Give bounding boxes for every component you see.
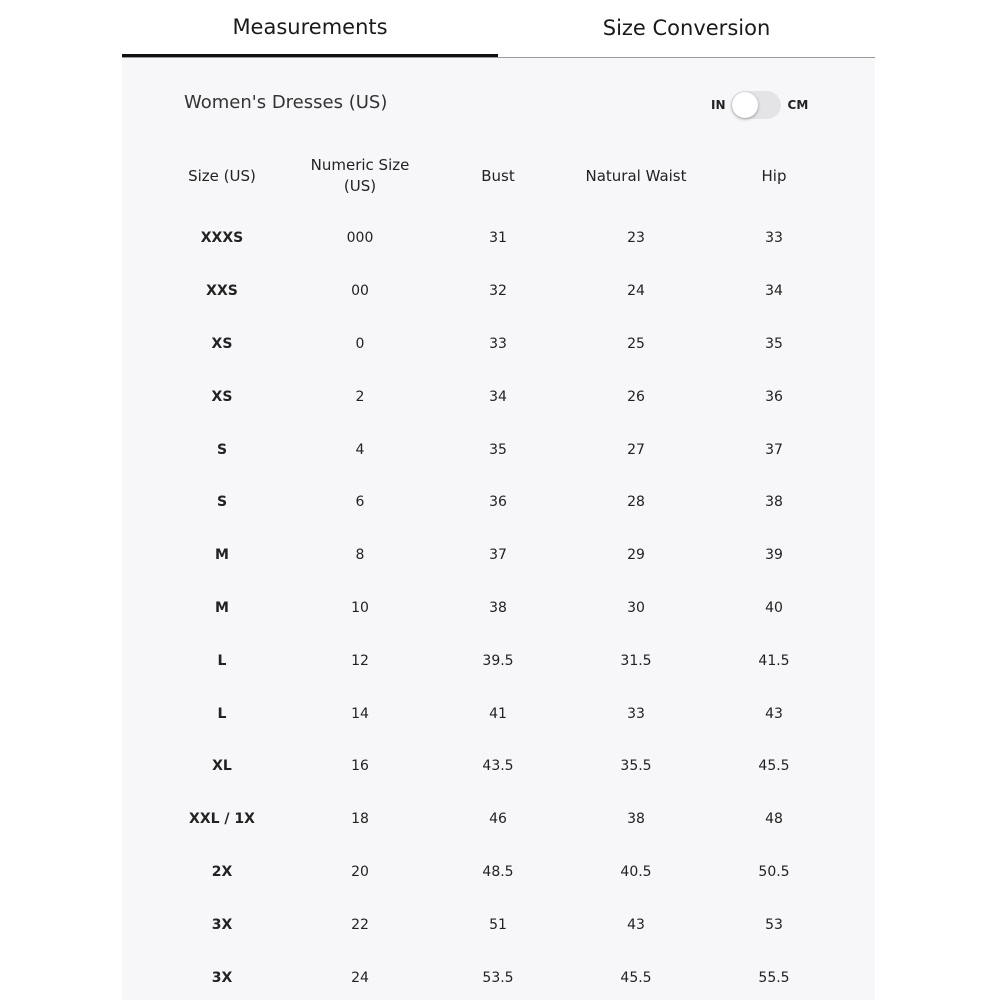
cell-natural-waist: 23	[627, 230, 645, 247]
cell-size: 3X	[211, 916, 233, 933]
cell-hip: 40	[765, 599, 783, 616]
cell-numeric-size: 4	[355, 441, 365, 458]
cell-natural-waist: 35.5	[620, 758, 652, 775]
cell-bust: 35	[489, 441, 507, 458]
cell-natural-waist: 38	[627, 811, 645, 828]
cell-size: 3X	[211, 969, 233, 986]
cell-hip: 37	[765, 441, 783, 458]
table-row	[122, 740, 875, 793]
cell-size: S	[216, 494, 228, 511]
cell-hip: 48	[765, 811, 783, 828]
table-row	[122, 951, 875, 1000]
cell-numeric-size: 00	[351, 283, 369, 300]
cell-hip: 55.5	[758, 969, 790, 986]
cell-bust: 53.5	[482, 969, 514, 986]
cell-natural-waist: 30	[627, 599, 645, 616]
table-row	[122, 212, 875, 265]
unit-label-in: IN	[711, 98, 726, 112]
tab-measurements[interactable]: Measurements	[122, 0, 498, 57]
unit-toggle	[711, 89, 808, 121]
cell-size: M	[215, 599, 229, 616]
measurements-panel	[122, 58, 875, 1000]
cell-size: XXS	[206, 283, 238, 300]
header-bust: Bust	[481, 166, 515, 185]
cell-natural-waist: 27	[627, 441, 645, 458]
cell-hip: 38	[765, 494, 783, 511]
panel-title: Women's Dresses (US)	[184, 92, 388, 113]
table-row	[122, 370, 875, 423]
cell-hip: 45.5	[758, 758, 790, 775]
cell-bust: 43.5	[482, 758, 514, 775]
cell-bust: 41	[489, 705, 507, 722]
cell-size: L	[217, 652, 227, 669]
cell-natural-waist: 43	[627, 916, 645, 933]
cell-hip: 35	[765, 335, 783, 352]
cell-numeric-size: 12	[351, 652, 369, 669]
cell-bust: 37	[489, 547, 507, 564]
cell-bust: 46	[489, 811, 507, 828]
cell-bust: 34	[489, 388, 507, 405]
cell-natural-waist: 24	[627, 283, 645, 300]
cell-natural-waist: 45.5	[620, 969, 652, 986]
cell-natural-waist: 25	[627, 335, 645, 352]
cell-bust: 51	[489, 916, 507, 933]
cell-numeric-size: 14	[351, 705, 369, 722]
cell-numeric-size: 8	[355, 547, 365, 564]
cell-size: M	[215, 547, 229, 564]
cell-hip: 39	[765, 547, 783, 564]
cell-bust: 48.5	[482, 863, 514, 880]
cell-hip: 33	[765, 230, 783, 247]
cell-hip: 41.5	[758, 652, 790, 669]
cell-size: XS	[211, 335, 233, 352]
table-row	[122, 634, 875, 687]
header-numeric-size: Numeric Size (US)	[310, 156, 410, 195]
table-row	[122, 582, 875, 635]
cell-hip: 50.5	[758, 863, 790, 880]
cell-size: XXXS	[200, 230, 244, 247]
cell-numeric-size: 0	[355, 335, 365, 352]
cell-hip: 53	[765, 916, 783, 933]
table-row	[122, 793, 875, 846]
cell-size: S	[216, 441, 228, 458]
table-row	[122, 687, 875, 740]
tab-size-conversion[interactable]: Size Conversion	[602, 16, 771, 40]
table-row	[122, 529, 875, 582]
cell-natural-waist: 33	[627, 705, 645, 722]
cell-numeric-size: 20	[351, 863, 369, 880]
cell-bust: 39.5	[482, 652, 514, 669]
cell-numeric-size: 22	[351, 916, 369, 933]
cell-bust: 36	[489, 494, 507, 511]
cell-size: L	[217, 705, 227, 722]
cell-numeric-size: 18	[351, 811, 369, 828]
unit-label-cm: CM	[787, 98, 809, 112]
size-table-body	[122, 212, 875, 1000]
cell-numeric-size: 10	[351, 599, 369, 616]
cell-numeric-size: 6	[355, 494, 365, 511]
cell-numeric-size: 16	[351, 758, 369, 775]
cell-size: XL	[212, 758, 232, 775]
cell-natural-waist: 26	[627, 388, 645, 405]
header-natural-waist: Natural Waist	[585, 166, 687, 185]
cell-natural-waist: 29	[627, 547, 645, 564]
unit-switch[interactable]	[731, 91, 781, 119]
cell-numeric-size: 2	[355, 388, 365, 405]
cell-bust: 33	[489, 335, 507, 352]
header-size-us: Size (US)	[188, 166, 256, 185]
table-row	[122, 265, 875, 318]
cell-natural-waist: 31.5	[620, 652, 652, 669]
cell-numeric-size: 000	[346, 230, 374, 247]
table-row	[122, 898, 875, 951]
cell-size: 2X	[211, 863, 233, 880]
tab-bar	[122, 0, 875, 58]
cell-hip: 34	[765, 283, 783, 300]
cell-size: XXL / 1X	[189, 811, 255, 828]
table-row	[122, 846, 875, 899]
cell-hip: 36	[765, 388, 783, 405]
cell-natural-waist: 28	[627, 494, 645, 511]
cell-bust: 32	[489, 283, 507, 300]
cell-numeric-size: 24	[351, 969, 369, 986]
table-row	[122, 476, 875, 529]
cell-natural-waist: 40.5	[620, 863, 652, 880]
table-row	[122, 318, 875, 371]
table-row	[122, 423, 875, 476]
cell-bust: 38	[489, 599, 507, 616]
cell-size: XS	[211, 388, 233, 405]
header-hip: Hip	[761, 166, 787, 185]
cell-bust: 31	[489, 230, 507, 247]
cell-hip: 43	[765, 705, 783, 722]
unit-switch-knob	[732, 92, 758, 118]
